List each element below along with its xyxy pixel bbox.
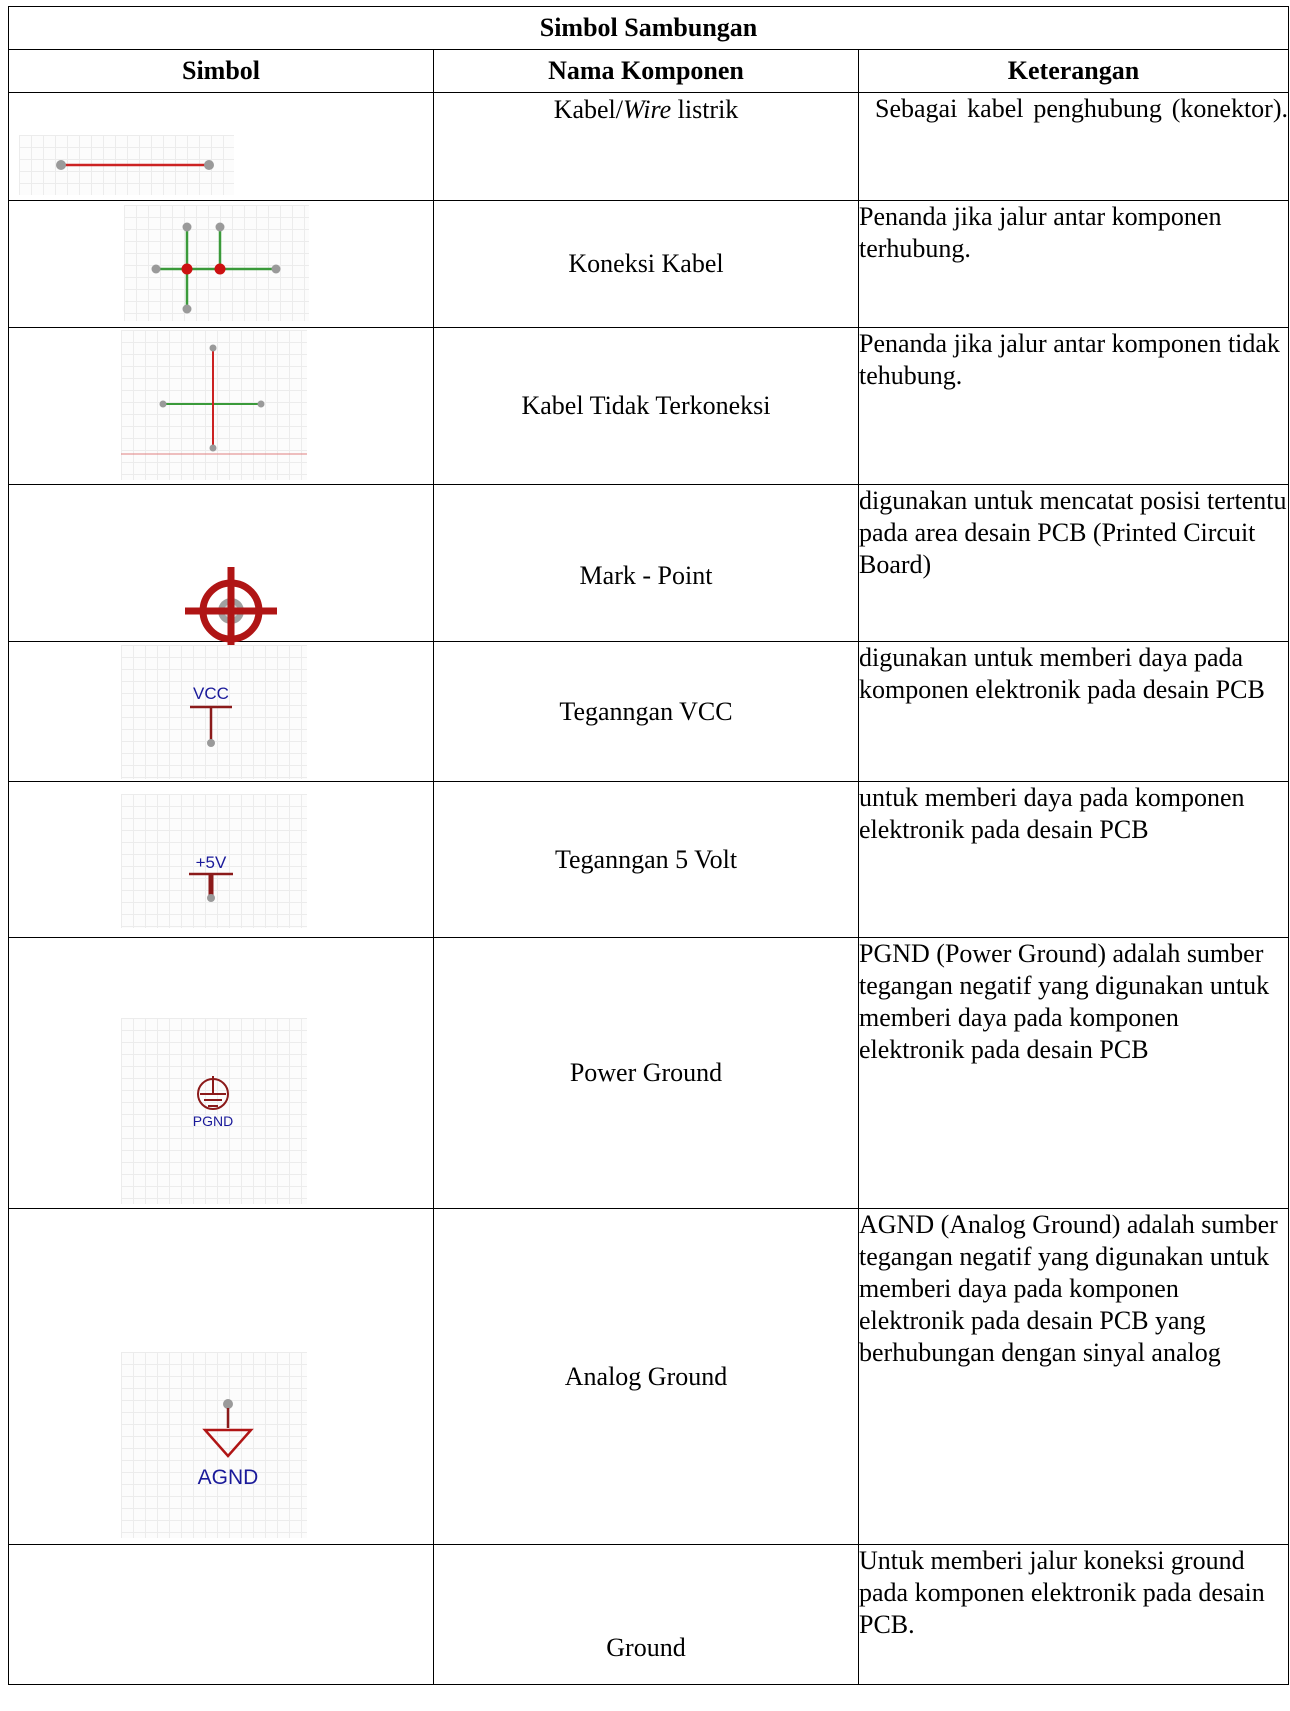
description-cell [859, 782, 1289, 938]
component-name-cell [434, 485, 859, 642]
plus-5v-label: +5V [195, 853, 227, 872]
description-cell [859, 485, 1289, 642]
table-row [9, 328, 1289, 485]
symbol-cell [9, 782, 434, 938]
component-name: Mark - Point [579, 561, 713, 590]
symbol-cell [9, 1209, 434, 1545]
description-text: Untuk memberi jalur koneksi ground pada komponen elektronik pada desain PCB. [859, 1546, 1265, 1639]
symbol-table [8, 6, 1289, 1685]
component-name-cell [434, 938, 859, 1209]
component-name-cell [434, 201, 859, 328]
description-text: Penanda jika jalur antar komponen terhubung. [859, 202, 1222, 263]
description-text: AGND (Analog Ground) adalah sumber tegangan negatif yang digunakan untuk memberi daya pada komponen elektronik pada desain PCB yang berhubungan dengan sinyal analog [859, 1210, 1278, 1367]
component-name: Power Ground [569, 1058, 723, 1087]
symbol-cell [9, 485, 434, 642]
pgnd-icon [121, 1018, 307, 1204]
table-row [9, 938, 1289, 1209]
component-name: Koneksi Kabel [568, 249, 724, 278]
wire-icon [19, 135, 234, 195]
description-cell [859, 642, 1289, 782]
symbol-cell [9, 93, 434, 201]
component-name-cell [434, 782, 859, 938]
pgnd-label: PGND [192, 1113, 234, 1129]
description-text: digunakan untuk memberi daya pada komponen elektronik pada desain PCB [859, 643, 1265, 704]
header-name: Nama Komponen [434, 50, 859, 93]
table-row [9, 201, 1289, 328]
component-name-cell [434, 328, 859, 485]
component-name: Kabel Tidak Terkoneksi [521, 391, 771, 420]
wire-crossing-icon [121, 330, 307, 480]
symbol-cell [9, 328, 434, 485]
description-text: PGND (Power Ground) adalah sumber tegangan negatif yang digunakan untuk memberi daya pada komponen elektronik pada desain PCB [859, 939, 1270, 1064]
component-name: Kabel/Wire listrik [553, 95, 739, 124]
vcc-label: VCC [193, 684, 229, 703]
description-text: digunakan untuk mencatat posisi tertentu pada area desain PCB (Printed Circuit Board) [859, 486, 1287, 579]
description-text: Sebagai kabel penghubung (konektor). [875, 94, 1288, 123]
table-row [9, 1209, 1289, 1545]
description-cell [859, 328, 1289, 485]
component-name: Analog Ground [564, 1361, 728, 1391]
table-row [9, 485, 1289, 642]
component-name-cell [434, 642, 859, 782]
description-text: Penanda jika jalur antar komponen tidak tehubung. [859, 329, 1280, 390]
table-row [9, 782, 1289, 938]
table-row [9, 93, 1289, 201]
component-name-cell [434, 1545, 859, 1685]
description-text: untuk memberi daya pada komponen elektronik pada desain PCB [859, 783, 1245, 844]
component-name-cell [434, 93, 859, 201]
component-name-cell [434, 1209, 859, 1545]
description-cell [859, 93, 1289, 201]
component-name: Teganngan VCC [559, 696, 733, 726]
plus-5v-icon [121, 794, 307, 928]
description-cell [859, 1209, 1289, 1545]
symbol-cell [9, 201, 434, 328]
agnd-label: AGND [197, 1466, 259, 1489]
header-symbol: Simbol [9, 50, 434, 93]
agnd-icon [121, 1352, 307, 1538]
description-cell [859, 201, 1289, 328]
symbol-cell [9, 642, 434, 782]
description-cell [859, 938, 1289, 1209]
table-title: Simbol Sambungan [9, 7, 1289, 50]
component-name: Teganngan 5 Volt [554, 844, 738, 874]
table-row [9, 642, 1289, 782]
table-row [9, 1545, 1289, 1685]
symbol-cell [9, 938, 434, 1209]
symbol-cell [9, 1545, 434, 1685]
description-cell [859, 1545, 1289, 1685]
vcc-icon [121, 645, 307, 779]
component-name: Ground [606, 1633, 686, 1662]
header-description: Keterangan [859, 50, 1289, 93]
wire-junction-icon [124, 205, 309, 321]
